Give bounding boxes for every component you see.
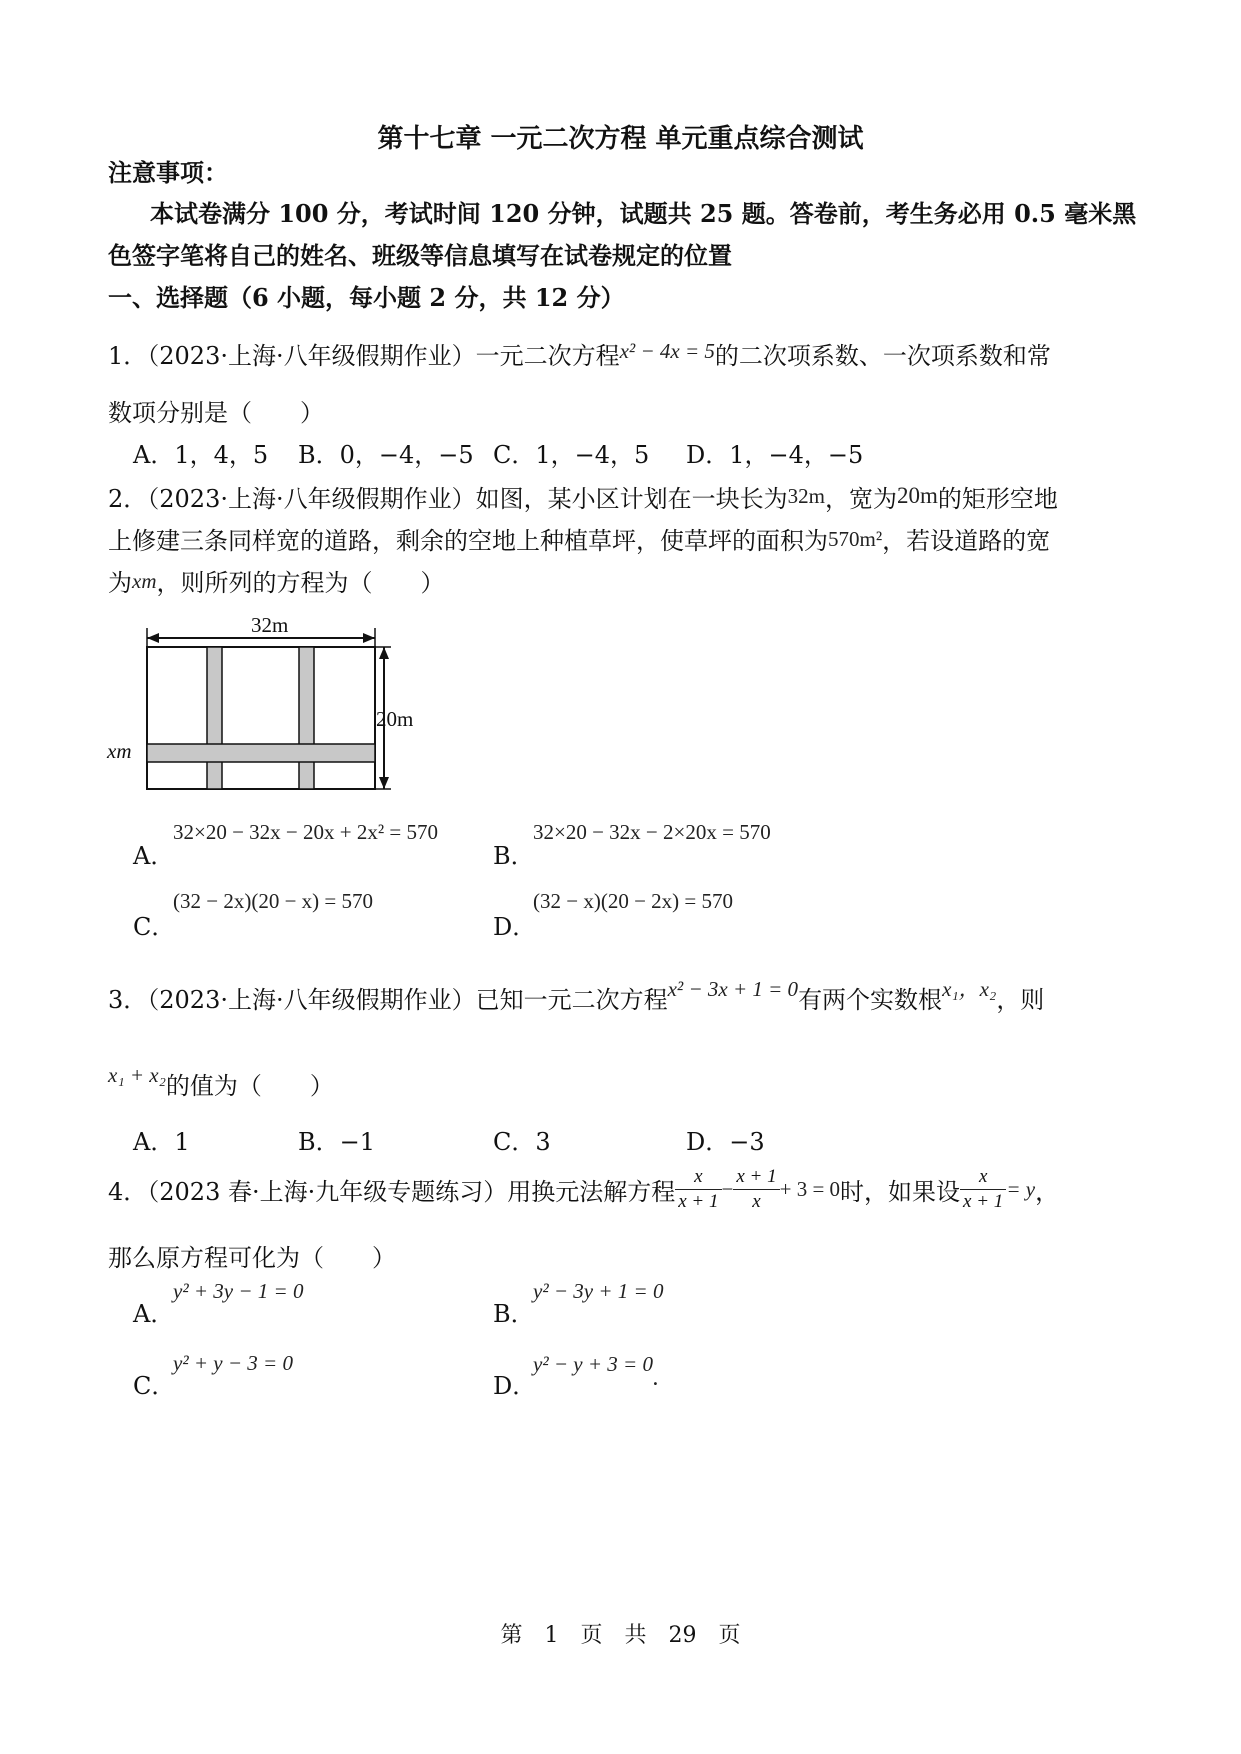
question-3-line-2: x₁ + x₂的值为（ ） — [108, 1063, 334, 1100]
q2-option-b-label: B． — [493, 842, 535, 870]
q3-equation: x² − 3x + 1 = 0 — [667, 977, 799, 1001]
q4-option-c-value: y² + y − 3 = 0 — [173, 1351, 293, 1375]
question-4-line-1: 4．（2023 春·上海·九年级专题练习）用换元法解方程 $\frac{x}{x + 1}$ − $\frac{x + 1}{x}$ + 3 = 0时，如果设 $\frac{x}{x + 1}$ = y， — [108, 1166, 1060, 1212]
question-2-line-1: 2．（2023·上海·八年级假期作业）如图，某小区计划在一块长为32m，宽为20m的矩形空地 — [108, 483, 1058, 513]
page-footer: 第 1 页 共 29 页 — [500, 1623, 741, 1648]
q2-option-d-label: D． — [493, 913, 537, 941]
question-4-line-2: 那么原方程可化为（ ） — [108, 1244, 396, 1272]
road-diagram — [105, 612, 435, 802]
q2-width: 20m — [896, 483, 938, 508]
question-2-line-2: 上修建三条同样宽的道路，剩余的空地上种植草坪，使草坪的面积为570m²，若设道路的宽 — [108, 527, 1051, 555]
q1-text-b: 的二次项系数、一次项系数和常 — [714, 342, 1051, 370]
question-1-line-2: 数项分别是（ ） — [108, 399, 324, 427]
q2-length: 32m — [787, 484, 825, 508]
q3-option-b: B．−1 — [298, 1128, 376, 1156]
q3-sum: x₁ + x₂ — [108, 1063, 166, 1087]
q3-option-a: A．1 — [133, 1128, 190, 1156]
q2-option-a-value: 32×20 − 32x − 20x + 2x² = 570 — [173, 820, 439, 844]
arrowhead-left — [147, 633, 159, 643]
notice-line-2: 色签字笔将自己的姓名、班级等信息填写在试卷规定的位置 — [108, 241, 732, 270]
notice-heading: 注意事项： — [108, 158, 228, 187]
q2-area: 570m² — [828, 527, 883, 551]
q4-option-a-label: A． — [133, 1300, 175, 1328]
q4-option-b-label: B． — [493, 1300, 535, 1328]
figure-left-label: xm — [107, 739, 132, 763]
q2-variable: xm — [132, 569, 157, 593]
q4-option-c-label: C． — [133, 1372, 176, 1400]
arrowhead-right — [363, 633, 375, 643]
q4-fraction-1: $\frac{x}{x + 1}$ — [675, 1165, 721, 1214]
horizontal-road — [147, 744, 375, 762]
vertical-road-1 — [207, 647, 222, 789]
q2-option-b-value: 32×20 − 32x − 2×20x = 570 — [533, 820, 771, 844]
q2-option-a-label: A． — [133, 842, 175, 870]
question-2-line-3: 为xm，则所列的方程为（ ） — [108, 569, 445, 597]
section-heading: 一、选择题（6 小题，每小题 2 分，共 12 分） — [108, 283, 625, 312]
q4-fraction-3: $\frac{x}{x + 1}$ — [960, 1165, 1006, 1214]
arrowhead-down — [379, 777, 389, 789]
question-1-line-1 — [108, 336, 1051, 371]
q4-option-b-value: y² − 3y + 1 = 0 — [533, 1279, 664, 1303]
arrowhead-up — [379, 647, 389, 659]
q1-option-d: D．1，−4，−5 — [686, 441, 864, 469]
q4-option-d-value: y² − y + 3 = 0. — [533, 1352, 659, 1391]
q1-option-a: A．1，4，5 — [133, 441, 269, 469]
page-title: 第十七章 一元二次方程 单元重点综合测试 — [377, 124, 864, 154]
notice-line-1: 本试卷满分 100 分，考试时间 120 分钟，试题共 25 题。答卷前，考生务必用 0.5 毫米黑 — [150, 199, 1137, 228]
vertical-road-2 — [299, 647, 314, 789]
q4-option-d-label: D． — [493, 1372, 537, 1400]
figure-right-label: 20m — [376, 707, 414, 731]
q3-option-d: D．−3 — [686, 1128, 765, 1156]
q3-roots: x₁，x₂ — [942, 977, 997, 1001]
q2-option-c-label: C． — [133, 913, 176, 941]
figure-top-label: 32m — [251, 613, 289, 637]
q1-equation: x² − 4x = 5 — [619, 339, 715, 363]
q1-option-c: C．1，−4，5 — [493, 441, 650, 469]
q1-text-a: 1．（2023·上海·八年级假期作业）一元二次方程 — [108, 342, 620, 370]
q4-fraction-2: $\frac{x + 1}{x}$ — [733, 1165, 779, 1214]
q2-option-d-value: (32 − x)(20 − 2x) = 570 — [533, 889, 734, 913]
q1-option-b: B．0，−4，−5 — [298, 441, 474, 469]
q2-option-c-value: (32 − 2x)(20 − x) = 570 — [173, 889, 374, 913]
question-3-line-1: 3．（2023·上海·八年级假期作业）已知一元二次方程x² − 3x + 1 = 0有两个实数根x₁，x₂，则 — [108, 977, 1045, 1014]
land-rectangle — [147, 647, 375, 789]
q4-option-a-value: y² + 3y − 1 = 0 — [173, 1279, 304, 1303]
q3-option-c: C．3 — [493, 1128, 551, 1156]
